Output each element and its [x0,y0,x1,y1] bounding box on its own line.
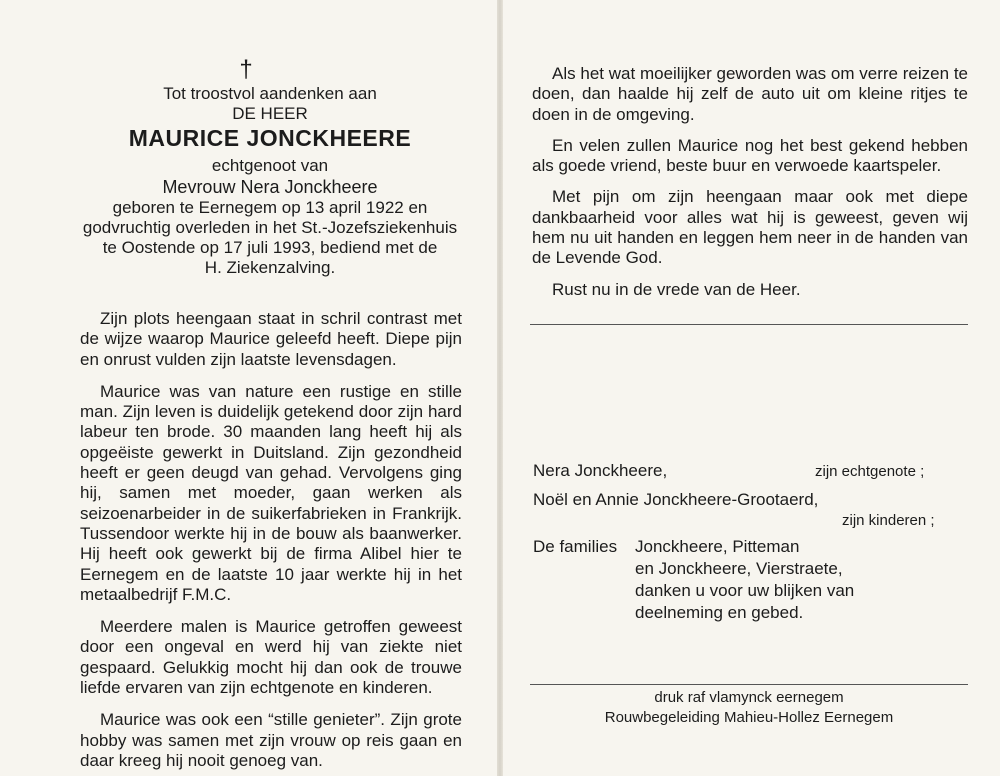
birth-death-line-2: godvruchtig overleden in het St.-Jozefsziekenhuis [82,218,458,237]
spouse-role: zijn echtgenote ; [815,463,925,480]
paragraph: Maurice was ook een “stille genieter”. Zijn grote hobby was samen met zijn vrouw op reis gaan en daar kreeg hij nooit genoeg van. [80,710,462,770]
left-body-text [80,309,462,771]
right-body-text [532,64,968,300]
children-role: zijn kinderen ; [842,512,935,529]
deceased-name: MAURICE JONCKHEERE [128,125,412,151]
birth-death-line-4: H. Ziekenzalving. [204,258,336,277]
card-fold [497,0,503,776]
paragraph: Zijn plots heengaan staat in schril contrast met de wijze waarop Maurice geleefd heeft. Diepe pijn en onrust vulden zijn laatste levensdagen. [80,309,462,369]
card-header [80,84,460,278]
paragraph: Als het wat moeilijker geworden was om verre reizen te doen, dan haalde hij zelf de auto uit om kleine ritjes te doen in de omgeving. [532,64,968,124]
children-names: Noël en Annie Jonckheere-Grootaerd, [533,490,819,509]
paragraph: Met pijn om zijn heengaan maar ook met diepe dankbaarheid voor alles wat hij is geweest, geven wij hem nu uit handen en leggen hem neer in de handen van de Levende God. [532,187,968,268]
birth-death-line-1: geboren te Eernegem op 13 april 1922 en [112,198,428,217]
intro-line: Tot troostvol aandenken aan [163,84,377,103]
printer-info [530,688,968,728]
families-line-1: Jonckheere, Pitteman [635,537,800,556]
paragraph: En velen zullen Maurice nog het best gekend hebben als goede vriend, beste buur en verwoede kaartspeler. [532,135,968,176]
families-line-3: danken u voor uw blijken van [635,581,855,600]
divider-top [530,324,968,325]
paragraph: Meerdere malen is Maurice getroffen geweest door een ongeval en werd hij van ziekte niet gespaard. Gelukkig mocht hij dan ook de trouwe liefde ervaren van zijn echtgenote en kinderen. [80,617,462,698]
divider-bottom [530,684,968,685]
birth-death-line-3: te Oostende op 17 juli 1993, bediend met de [102,238,438,257]
printer-line-2: Rouwbegeleiding Mahieu-Hollez Eernegem [604,709,894,726]
paragraph: Maurice was van nature een rustige en stille man. Zijn leven is duidelijk getekend door zijn hard labeur ten brode. 30 maanden lang heeft hij als opgeëiste gewerkt in Duitsland. Zijn gezondheid heeft er geen deugd van gehad. Vervolgens ging hij, samen met moeder, gaan werken als seizoenarbeider in de suikerfabrieken in Frankrijk. Tussendoor werkte hij in de bouw als baanwerker. Hij heeft ook gewerkt bij de firma Alibel hier te Eernegem en de laatste 10 jaar werkte hij in het metaalbedrijf F.M.C. [80,381,462,604]
relation-line: echtgenoot van [211,156,329,175]
cross-symbol: † [239,56,253,83]
spouse-line: Mevrouw Nera Jonckheere [162,177,378,197]
paragraph: Rust nu in de vrede van de Heer. [552,279,801,299]
title-line: DE HEER [232,104,308,123]
families-line-2: en Jonckheere, Vierstraete, [635,559,843,578]
families-line-4: deelneming en gebed. [635,603,804,622]
spouse-name: Nera Jonckheere, [533,461,668,480]
families-label: De families [533,537,618,556]
printer-line-1: druk raf vlamynck eernegem [654,689,844,706]
